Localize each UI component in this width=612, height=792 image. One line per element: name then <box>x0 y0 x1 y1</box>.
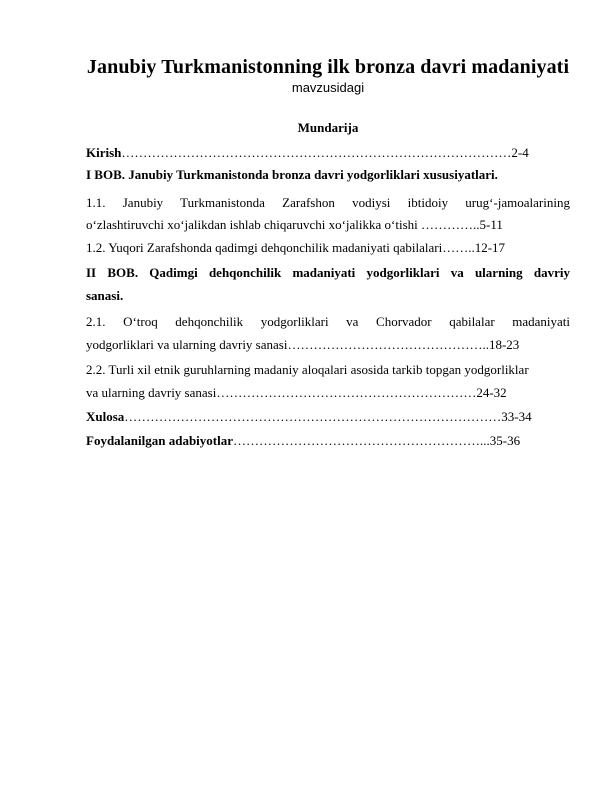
toc-section-1-1-line2: o‘zlashtiruvchi xo‘jalikdan ishlab chiqaruvchi xo‘jalikka o‘tishi …………..5-11 <box>86 217 503 232</box>
toc-heading: Mundarija <box>297 120 359 135</box>
toc-section-1-2: 1.2. Yuqori Zarafshonda qadimgi dehqonchilik madaniyati qabilalari……..12-17 <box>86 240 506 255</box>
toc-entry-kirish <box>86 142 570 164</box>
toc-section-2-2-line2: va ularning davriy sanasi……………………………………………………24-32 <box>86 385 507 400</box>
toc-entry-adabiyot <box>86 430 570 452</box>
toc-section-2-1-line2: yodgorliklari va ularning davriy sanasi………………………………………..18-23 <box>86 337 520 352</box>
document-title: Janubiy Turkmanistonning ilk bronza davri madaniyati <box>86 56 570 78</box>
toc-entry-label: Xulosa <box>86 409 125 424</box>
toc-entry-leader: …………………………………………………. <box>233 433 484 448</box>
toc-entry-leader: …………………………………………………………………………… <box>124 409 502 424</box>
toc-entry-leader: ……………………………………………………………………………… <box>121 145 512 160</box>
toc-entry-pages: 2-4 <box>511 145 529 160</box>
toc-entry-label: Kirish <box>86 145 122 160</box>
toc-section-1-1-line1: 1.1. Janubiy Turkmanistonda Zarafshon vodiysi ibtidoiy urug‘-jamoalarining <box>86 195 570 210</box>
toc-section-2-2-line1: 2.2. Turli xil etnik guruhlarning madaniy aloqalari asosida tarkib topgan yodgorliklar <box>86 362 529 377</box>
toc-chapter-2-line2: sanasi. <box>86 288 124 303</box>
toc-entry-pages: 33-34 <box>501 409 532 424</box>
toc-entry-pages: ..35-36 <box>483 433 521 448</box>
toc-chapter-2-line1: II BOB. Qadimgi dehqonchilik madaniyati yodgorliklari va ularning davriy <box>86 265 570 280</box>
toc-chapter-1: I BOB. Janubiy Turkmanistonda bronza davri yodgorliklari xususiyatlari. <box>86 167 498 182</box>
toc-entry-label: Foydalanilgan adabiyotlar <box>86 433 233 448</box>
toc-entry-xulosa <box>86 406 570 428</box>
toc-section-2-1-line1: 2.1. O‘troq dehqonchilik yodgorliklari va Chorvador qabilalar madaniyati <box>86 314 570 329</box>
document-subtitle: mavzusidagi <box>291 80 365 95</box>
